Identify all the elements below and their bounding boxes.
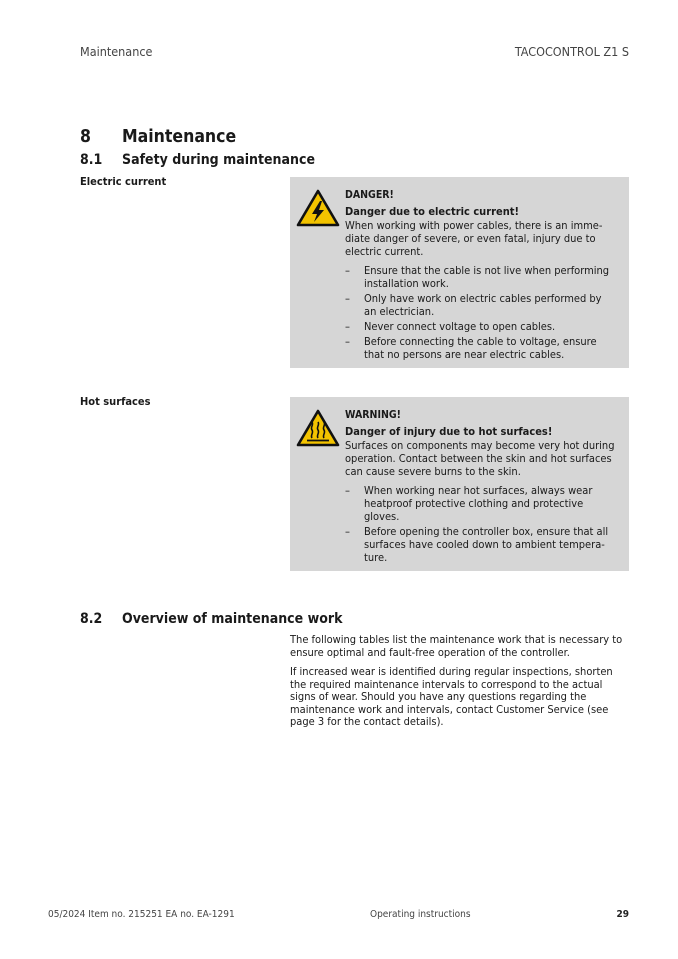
electric-hazard-icon bbox=[296, 189, 340, 227]
list-item: – Never connect voltage to open cables. bbox=[345, 320, 615, 333]
danger-description: When working with power cables, there is an imme-diate danger of severe, or even fatal, injury due to electric current. bbox=[345, 219, 603, 258]
list-item: – When working near hot surfaces, always wear heatproof protective clothing and protective gloves. bbox=[345, 484, 615, 523]
section-8-1-number: 8.1 bbox=[80, 152, 103, 168]
page-number: 29 bbox=[616, 909, 629, 920]
list-item: – Ensure that the cable is not live when performing installation work. bbox=[345, 264, 615, 290]
section-8-1-title: Safety during maintenance bbox=[122, 152, 315, 168]
danger-list bbox=[345, 264, 615, 361]
section-8-2-heading bbox=[80, 611, 342, 628]
header-section: Maintenance bbox=[80, 44, 153, 59]
danger-signal-word: DANGER! bbox=[345, 189, 394, 201]
list-item: – Before connecting the cable to voltage, ensure that no persons are near electric cables. bbox=[345, 335, 615, 361]
list-item: – Before opening the controller box, ensure that all surfaces have cooled down to ambient tempera-ture. bbox=[345, 525, 615, 564]
electric-current-label: Electric current bbox=[80, 175, 167, 188]
overview-paragraph-1: The following tables list the maintenance work that is necessary to ensure optimal and fault-free operation of the controller. bbox=[290, 633, 623, 659]
section-8-1-heading bbox=[80, 152, 315, 169]
section-8-2-number: 8.2 bbox=[80, 611, 103, 627]
danger-box bbox=[290, 177, 629, 368]
hot-surface-icon bbox=[296, 409, 340, 447]
chapter-number: 8 bbox=[80, 127, 91, 147]
section-8-2-title: Overview of maintenance work bbox=[122, 611, 343, 627]
overview-paragraph-2: If increased wear is identified during regular inspections, shorten the required maintenance intervals to correspond to the actual signs of wear. Should you have any questions regarding the maintenance work and intervals, contact Customer Service (see page 3 for the contact details). bbox=[290, 665, 613, 728]
warning-list bbox=[345, 484, 615, 564]
list-item: – Only have work on electric cables performed by an electrician. bbox=[345, 292, 615, 318]
header-product: TACOCONTROL Z1 S bbox=[514, 44, 629, 59]
footer-item-number: 05/2024 Item no. 215251 EA no. EA-1291 bbox=[48, 909, 235, 920]
hot-surfaces-label: Hot surfaces bbox=[80, 395, 151, 408]
warning-box bbox=[290, 397, 629, 571]
warning-description: Surfaces on components may become very hot during operation. Contact between the skin and hot surfaces can cause severe burns to the skin. bbox=[345, 439, 615, 478]
warning-title: Danger of injury due to hot surfaces! bbox=[345, 425, 553, 438]
footer-doc-type: Operating instructions bbox=[370, 909, 471, 920]
danger-title: Danger due to electric current! bbox=[345, 205, 520, 218]
warning-signal-word: WARNING! bbox=[345, 409, 401, 421]
chapter-title: Maintenance bbox=[122, 127, 237, 147]
chapter-heading bbox=[80, 127, 236, 147]
